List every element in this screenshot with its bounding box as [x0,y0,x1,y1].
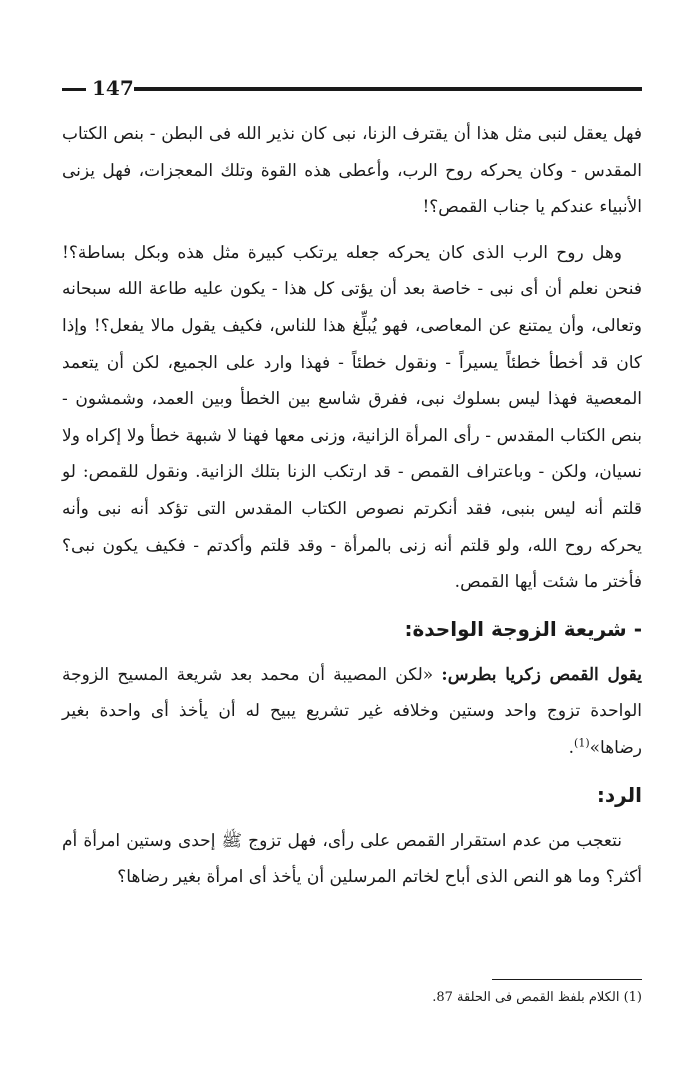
header-rule [134,87,642,91]
paragraph-1: فهل يعقل لنبى مثل هذا أن يقترف الزنا، نبى كان نذير الله فى البطن - بنص الكتاب المقدس - وكان يحركه روح الرب، وأعطى هذه القوة وتلك المعجزات، فهل يزنى الأنبياء عندكم يا جناب القمص؟! [62,124,642,218]
footnote: (1) الكلام بلفظ القمص فى الحلقة 87. [432,990,642,1005]
header-dash [62,88,86,91]
quote-end: . [568,737,575,758]
quote-paragraph [62,657,642,767]
page-body [62,116,642,896]
reply-paragraph: نتعجب من عدم استقرار القمص على رأى، فهل تزوج ﷺ إحدى وستين امرأة أم أكثر؟ وما هو النص الذى أباح لخاتم المرسلين أن يأخذ أى امرأة بغير رضاها؟ [62,830,642,888]
quote-text: «لكن المصيبة أن محمد بعد شريعة المسيح الزوجة الواحدة تزوج واحد وستين وخلافه غير تشريع يبيح له أن يأخذ أى واحدة بغير رضاها» [62,664,642,758]
reply-heading: الرد: [596,782,642,807]
paragraph-2: وهل روح الرب الذى كان يحركه جعله يرتكب كبيرة مثل هذه وبكل بساطة؟! فنحن نعلم أن أى نبى - خاصة بعد أن يؤتى كل هذا - يكون عليه طاعة الله سبحانه وتعالى، وأن يمتنع عن المعاصى، فهو يُبلِّغ هذا للناس، فكيف يقول مالا يفعل؟! وإذا كان قد أخطأ خطئاً يسيراً - ونقول خطئاً - فهذا وارد على الجميع، لكن أن يتعمد المعصية فهذا ليس بسلوك نبى، ففرق شاسع بين الخطأ وبين العمد، وشمشون - بنص الكتاب المقدس - رأى المرأة الزانية، وزنى معها فهنا لا شبهة خطأ ولا إكراه ولا نسيان، ولكن - وباعتراف القمص - قد ارتكب الزنا بتلك الزانية. ونقول للقمص: لو قلتم أنه ليس بنبى، فقد أنكرتم نصوص الكتاب المقدس التى تؤكد أنه نبى وأنه يحركه روح الله، ولو قلتم أنه زنى بالمرأة - وقد قلتم وأكدتم - فكيف يكون نبى؟ فأختر ما شئت أيها القمص. [62,242,642,593]
quote-lead: يقول القمص زكريا بطرس: [441,664,643,685]
page-header [62,76,642,100]
page-number: 147 [92,76,134,100]
footnote-ref: (1) [574,736,590,750]
section-heading: - شريعة الزوجة الواحدة: [404,616,642,641]
footnote-separator [492,979,642,980]
